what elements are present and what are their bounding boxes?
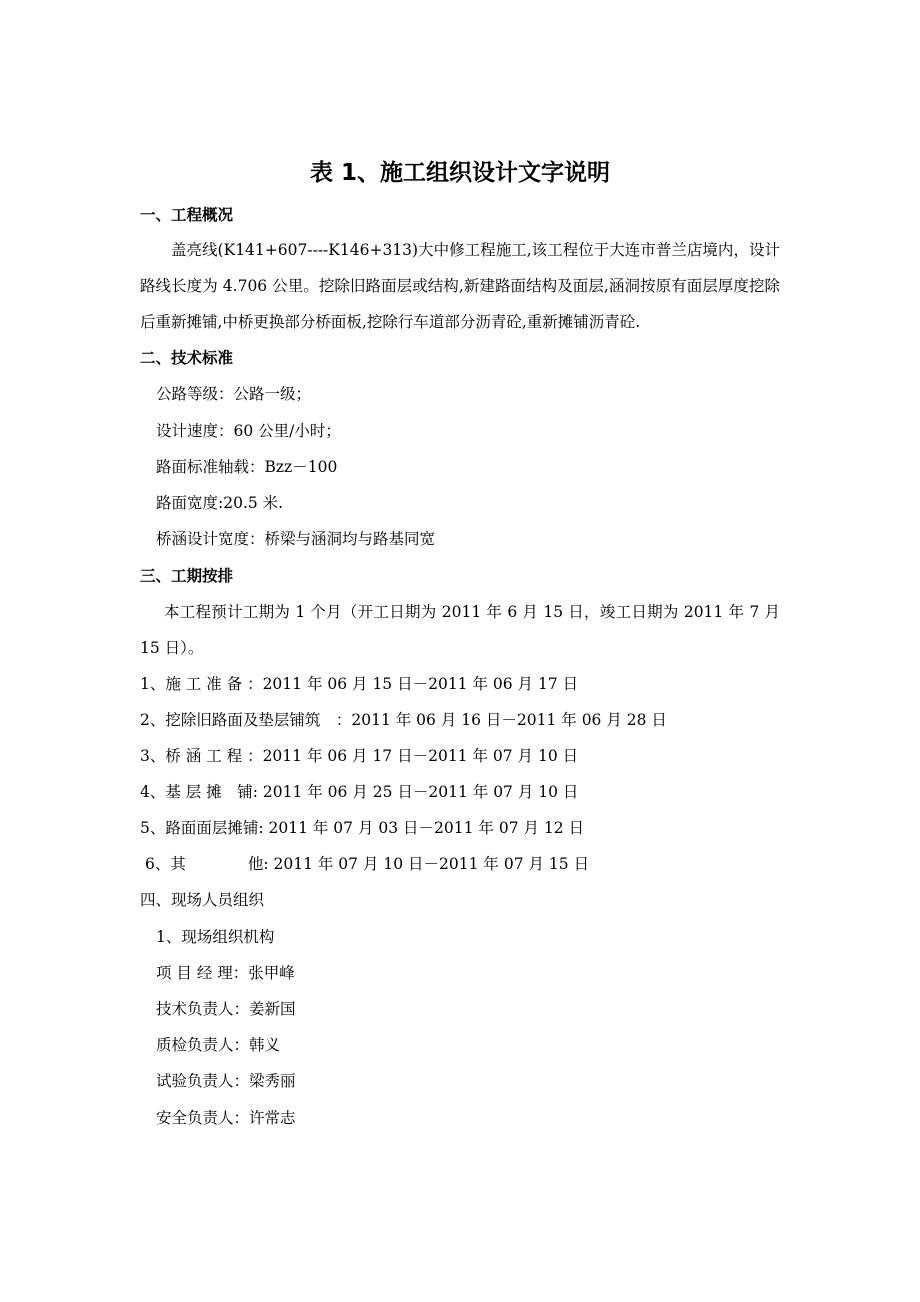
section-4-subheading: 1、现场组织机构	[156, 928, 275, 946]
section-1-heading: 一、工程概况	[140, 206, 234, 224]
staff-item: 试验负责人：梁秀丽	[156, 1072, 296, 1090]
staff-item: 项 目 经 理：张甲峰	[156, 964, 295, 982]
standard-item: 设计速度：60 公里/小时；	[156, 422, 341, 440]
schedule-item: 1、施 工 准 备 ：2011 年 06 月 15 日－2011 年 06 月 17 日	[140, 675, 579, 693]
schedule-item: 5、路面面层摊铺: 2011 年 07 月 03 日－2011 年 07 月 12 日	[140, 819, 585, 837]
schedule-item: 2、挖除旧路面及垫层铺筑 ：2011 年 06 月 16 日－2011 年 06 月 28 日	[140, 711, 667, 729]
document-title: 表 1、施工组织设计文字说明	[309, 160, 610, 186]
section-3-paragraph: 本工程预计工期为 1 个月（开工日期为 2011 年 6 月 15 日，竣工日期为 2011 年 7 月 15 日）。	[140, 603, 780, 657]
staff-item: 技术负责人：姜新国	[156, 1000, 296, 1018]
section-4-heading: 四、现场人员组织	[140, 891, 265, 909]
section-3-heading: 三、工期按排	[140, 567, 234, 585]
standard-item: 桥涵设计宽度：桥梁与涵洞均与路基同宽	[156, 530, 436, 548]
standard-item: 路面标准轴载：Bzz－100	[156, 458, 338, 476]
schedule-item: 6、其 他: 2011 年 07 月 10 日－2011 年 07 月 15 日	[145, 855, 590, 873]
staff-item: 质检负责人：韩义	[156, 1036, 281, 1054]
staff-item: 安全负责人：许常志	[156, 1109, 296, 1127]
section-1-paragraph: 盖亮线(K141+607----K146+313)大中修工程施工,该工程位于大连市普兰店境内，设计路线长度为 4.706 公里。挖除旧路面层或结构,新建路面结构及面层,涵洞按原有面层厚度挖除后重新摊铺,中桥更换部分桥面板,挖除行车道部分沥青砼,重新摊铺沥青砼.	[140, 241, 780, 331]
section-2-heading: 二、技术标准	[140, 349, 234, 367]
standard-item: 公路等级：公路一级；	[156, 385, 312, 403]
schedule-item: 4、基 层 摊 铺: 2011 年 06 月 25 日－2011 年 07 月 10 日	[140, 783, 579, 801]
standard-item: 路面宽度:20.5 米.	[156, 494, 284, 512]
schedule-item: 3、桥 涵 工 程 ：2011 年 06 月 17 日－2011 年 07 月 10 日	[140, 747, 579, 765]
